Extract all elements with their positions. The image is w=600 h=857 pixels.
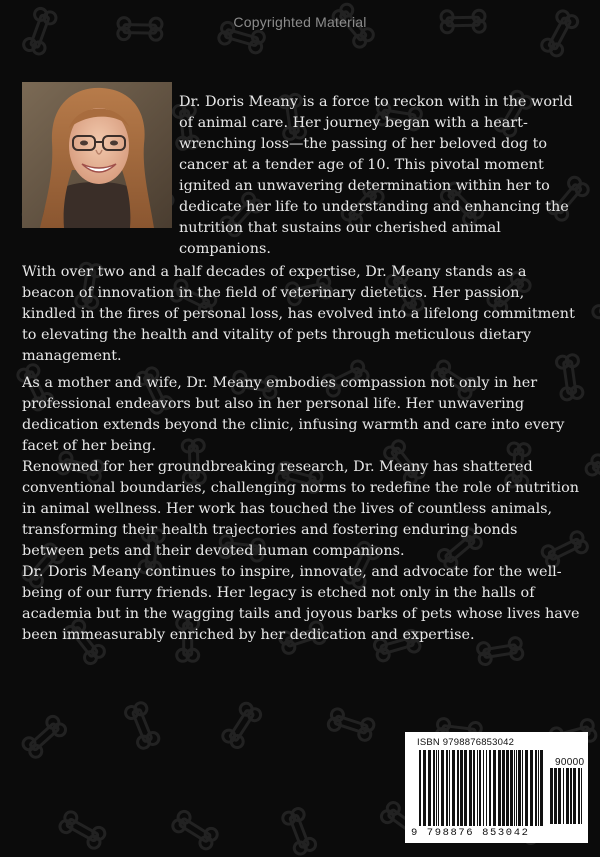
- barcode-bar: [489, 750, 491, 826]
- barcode-bar: [558, 768, 561, 824]
- barcode-bar: [438, 750, 439, 826]
- barcode-bar: [449, 750, 450, 826]
- barcode-bar: [452, 750, 455, 826]
- barcode-bar: [469, 750, 472, 826]
- barcode-bar: [566, 768, 569, 824]
- barcode-bar: [486, 750, 487, 826]
- barcode-bar: [570, 768, 572, 824]
- barcode-bar: [502, 750, 505, 826]
- dog-bone-icon: [220, 701, 262, 750]
- bio-paragraph-5: [22, 562, 582, 646]
- dog-bone-icon: [58, 810, 107, 851]
- barcode-bar: [493, 750, 496, 826]
- price-code: 90000: [555, 757, 585, 768]
- barcode-bar: [525, 750, 528, 826]
- copyright-watermark: Copyrighted Material: [233, 14, 367, 30]
- dog-bone-icon: [171, 809, 220, 851]
- author-photo: [22, 82, 172, 228]
- dog-bone-icon: [584, 452, 600, 495]
- bio-paragraph-1: [179, 92, 579, 260]
- barcode-bar: [460, 750, 463, 826]
- barcode-bar: [538, 750, 539, 826]
- barcode-bar: [498, 750, 501, 826]
- barcode-bar: [423, 750, 426, 826]
- barcode-bar: [516, 750, 517, 826]
- dog-bone-icon: [591, 274, 600, 323]
- isbn-label: ISBN 9798876853042: [417, 737, 515, 748]
- barcode-bar: [433, 750, 435, 826]
- barcode-bar: [581, 768, 582, 824]
- dog-bone-icon: [327, 707, 376, 742]
- barcode-bar: [510, 750, 513, 826]
- bio-paragraph-3: [22, 373, 582, 457]
- bio-paragraph-2: [22, 262, 582, 367]
- addon-barcode-bars: [550, 768, 584, 826]
- bio-paragraph-3-text: As a mother and wife, Dr. Meany embodies compassion not only in her professional endeavors but also in her personal life. Her unwavering dedication extends beyond the clinic, infusing warmth and care into every facet of her being.: [22, 375, 565, 454]
- barcode-bar: [530, 750, 533, 826]
- barcode-digits: 9 798876 853042: [411, 827, 530, 839]
- dog-bone-icon: [281, 807, 317, 856]
- bio-paragraph-4: [22, 457, 582, 562]
- barcode-bar: [441, 750, 444, 826]
- barcode-bar: [535, 750, 537, 826]
- barcode-bar: [436, 750, 437, 826]
- barcode-bar: [419, 750, 421, 826]
- barcode-bar: [514, 750, 515, 826]
- barcode-bar: [578, 768, 580, 824]
- barcode-bar: [550, 768, 553, 824]
- bio-paragraph-2-text: With over two and a half decades of expertise, Dr. Meany stands as a beacon of innovation in the field of veterinary dietetics. Her passion, kindled in the fires of personal loss, has evolved into a lifelong commitment to elevating the health and vitality of pets through meticulous dietary management.: [22, 264, 575, 364]
- barcode-bar: [522, 750, 523, 826]
- bio-paragraph-4-text: Renowned for her groundbreaking research, Dr. Meany has shattered conventional boundaries, challenging norms to redefine the role of nutrition in animal wellness. Her work has touched the lives of countless animals, transforming their health trajectories and fostering enduring bonds between pets and their devoted human companions.: [22, 459, 580, 559]
- barcode-bar: [573, 768, 576, 824]
- isbn-barcode: [405, 732, 588, 843]
- bio-paragraph-5-text: Dr. Doris Meany continues to inspire, innovate, and advocate for the well-being of our furry friends. Her legacy is etched not only in the halls of academia but in the wagging tails and joyous barks of pets whose lives have been immeasurably enriched by her dedication and expertise.: [22, 564, 580, 643]
- barcode-bar: [428, 750, 431, 826]
- barcode-bar: [477, 750, 478, 826]
- barcode-bar: [464, 750, 467, 826]
- barcode-bar: [483, 750, 484, 826]
- barcode-bar: [540, 750, 543, 826]
- bio-paragraph-1-text: Dr. Doris Meany is a force to reckon with in the world of animal care. Her journey began with a heart-wrenching loss—the passing of her beloved dog to cancer at a tender age of 10. This pivotal moment ignited an unwavering determination within her to dedicate her life to understanding and enhancing the nutrition that sustains our cherished animal companions.: [179, 94, 573, 257]
- barcode-bar: [479, 750, 481, 826]
- barcode-bar: [473, 750, 475, 826]
- barcode-bar: [457, 750, 459, 826]
- barcode-bar: [563, 768, 564, 824]
- dog-bone-icon: [124, 701, 161, 750]
- dog-bone-icon: [21, 714, 68, 760]
- barcode-bar: [554, 768, 557, 824]
- barcode-bar: [518, 750, 521, 826]
- barcode-bar: [506, 750, 509, 826]
- barcode-bar: [446, 750, 448, 826]
- barcode-bars: [419, 750, 545, 828]
